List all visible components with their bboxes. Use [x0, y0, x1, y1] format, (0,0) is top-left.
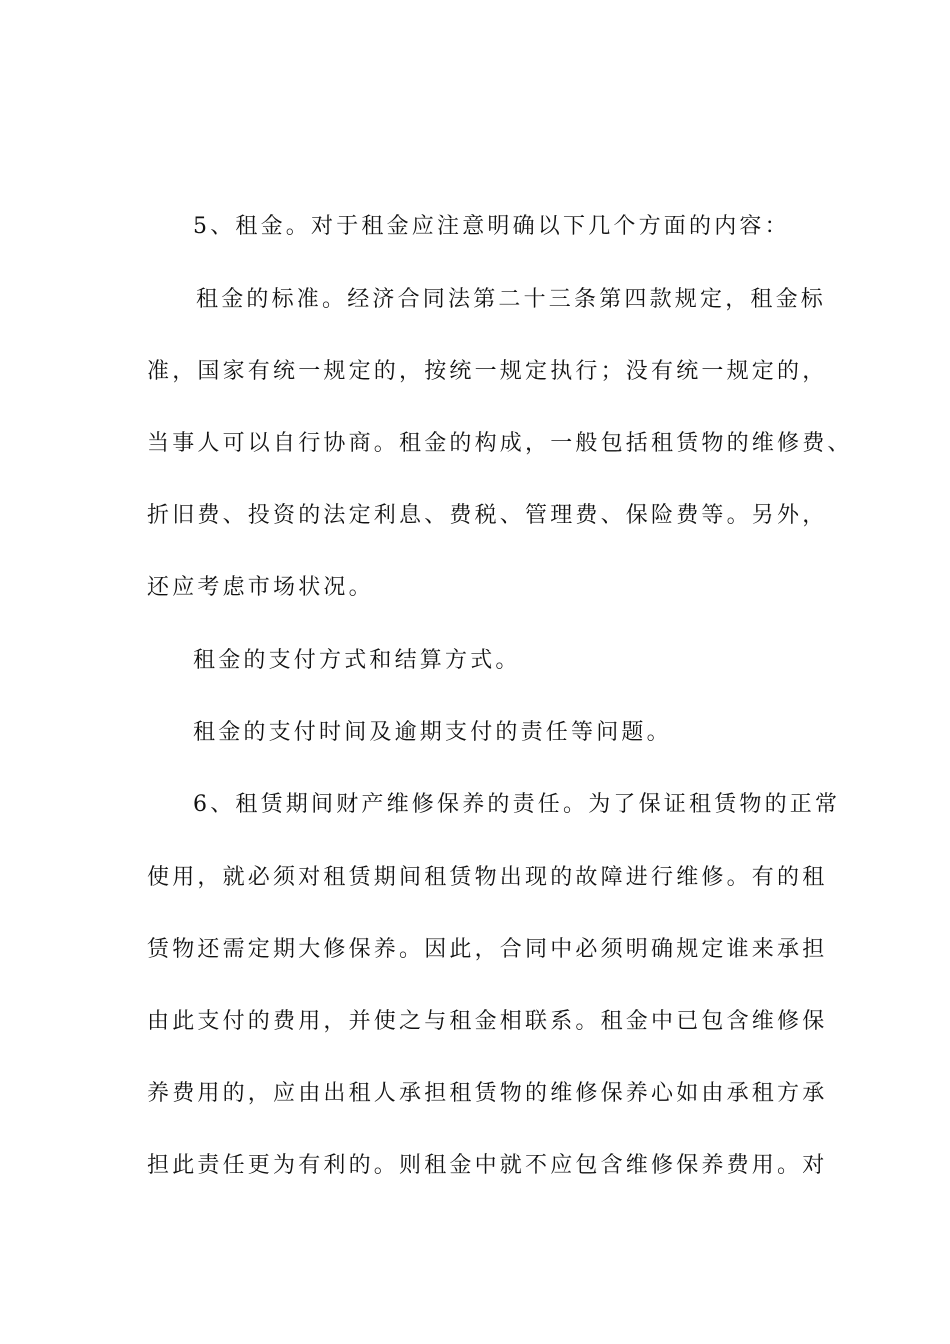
paragraph-line-2: 租金的标准。经济合同法第二十三条第四款规定，租金标 — [196, 287, 827, 312]
paragraph-line-3: 准，国家有统一规定的，按统一规定执行；没有统一规定的， — [147, 359, 828, 384]
paragraph-line-13: 养费用的，应由出租人承担租赁物的维修保养心如由承租方承 — [147, 1081, 828, 1106]
paragraph-line-10: 使用，就必须对租赁期间租赁物出现的故障进行维修。有的租 — [147, 865, 828, 890]
paragraph-line-9: 6、租赁期间财产维修保养的责任。为了保证租赁物的正常 — [193, 792, 841, 817]
paragraph-line-12: 由此支付的费用，并使之与租金相联系。租金中已包含维修保 — [147, 1009, 828, 1034]
paragraph-line-1: 5、租金。对于租金应注意明确以下几个方面的内容： — [193, 214, 790, 239]
paragraph-line-7: 租金的支付方式和结算方式。 — [193, 648, 521, 673]
paragraph-line-8: 租金的支付时间及逾期支付的责任等问题。 — [193, 720, 672, 745]
paragraph-line-11: 赁物还需定期大修保养。因此，合同中必须明确规定谁来承担 — [147, 937, 828, 962]
paragraph-line-5: 折旧费、投资的法定利息、费税、管理费、保险费等。另外， — [147, 503, 828, 528]
paragraph-line-4: 当事人可以自行协商。租金的构成，一般包括租赁物的维修费、 — [147, 431, 853, 456]
paragraph-line-14: 担此责任更为有利的。则租金中就不应包含维修保养费用。对 — [147, 1153, 828, 1178]
paragraph-line-6: 还应考虑市场状况。 — [147, 575, 374, 600]
